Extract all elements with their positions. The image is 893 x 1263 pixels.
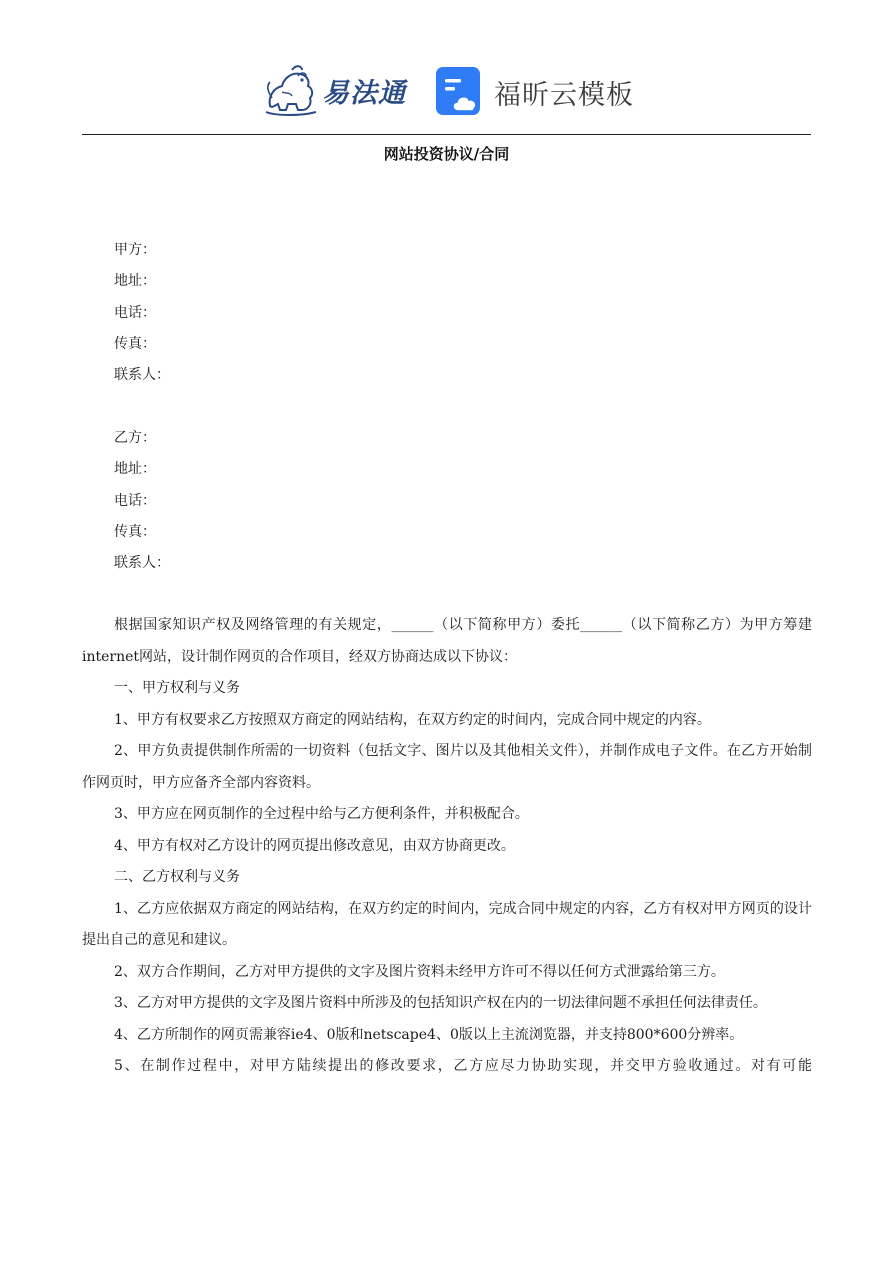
logo1-text: 易法通 [322,77,406,109]
party-a-address-field: 地址： [114,273,156,290]
clause-paragraph: 1、乙方应依据双方商定的网站结构，在双方约定的时间内，完成合同中规定的内容，乙方有权对甲方网页的设计提出自己的意见和建议。 [82,900,812,948]
section-heading-party-b: 二、乙方权利与义务 [114,869,240,885]
party-b-fax-field: 传真： [114,523,156,540]
party-a-name-field: 甲方： [114,242,156,258]
party-b-phone-field: 电话： [114,492,156,509]
preamble-paragraph: 根据国家知识产权及网络管理的有关规定，______（以下简称甲方）委托______（以下简称乙方）为甲方筹建internet网站，设计制作网页的合作项目，经双方协商达成以下协议： [82,617,812,665]
section-heading-party-a: 一、甲方权利与义务 [114,680,240,696]
party-a-phone-field: 电话： [114,304,156,321]
clause-paragraph: 4、乙方所制作的网页需兼容ie4、0版和netscape4、0版以上主流浏览器，并支持800*600分辨率。 [114,1026,744,1043]
clause-paragraph: 4、甲方有权对乙方设计的网页提出修改意见，由双方协商更改。 [114,837,515,854]
party-b-name-field: 乙方： [114,430,156,446]
clause-paragraph: 3、乙方对甲方提供的文字及图片资料中所涉及的包括知识产权在内的一切法律问题不承担任何法律责任。 [114,995,767,1011]
party-a-fax-field: 传真： [114,335,156,352]
qilin-mascot-icon [262,62,320,118]
foxit-template-logo [436,66,634,118]
clause-paragraph: 3、甲方应在网页制作的全过程中给与乙方便利条件，并积极配合。 [114,806,529,822]
party-a-block [114,235,170,391]
clause-paragraph: 1、甲方有权要求乙方按照双方商定的网站结构，在双方约定的时间内，完成合同中规定的内容。 [114,711,711,728]
clause-paragraph: 2、甲方负责提供制作所需的一切资料（包括文字、图片以及其他相关文件），并制作成电子文件。在乙方开始制作网页时，甲方应备齐全部内容资料。 [82,743,812,791]
document-title: 网站投资协议/合同 [383,145,510,163]
header-divider [82,134,811,135]
yifatong-logo [262,62,406,118]
cloud-document-icon [436,67,486,117]
logo2-text: 福昕云模板 [494,79,634,111]
page-header [0,0,893,134]
clause-paragraph: 5、在制作过程中，对甲方陆续提出的修改要求，乙方应尽力协助实现，并交甲方验收通过。对有可能 [114,1058,812,1074]
party-b-block [114,423,170,579]
party-b-address-field: 地址： [114,461,156,478]
party-b-contact-field: 联系人： [114,555,170,572]
party-a-contact-field: 联系人： [114,367,170,384]
clause-paragraph: 2、双方合作期间，乙方对甲方提供的文字及图片资料未经甲方许可不得以任何方式泄露给第三方。 [114,963,725,980]
contract-body [82,610,812,1083]
